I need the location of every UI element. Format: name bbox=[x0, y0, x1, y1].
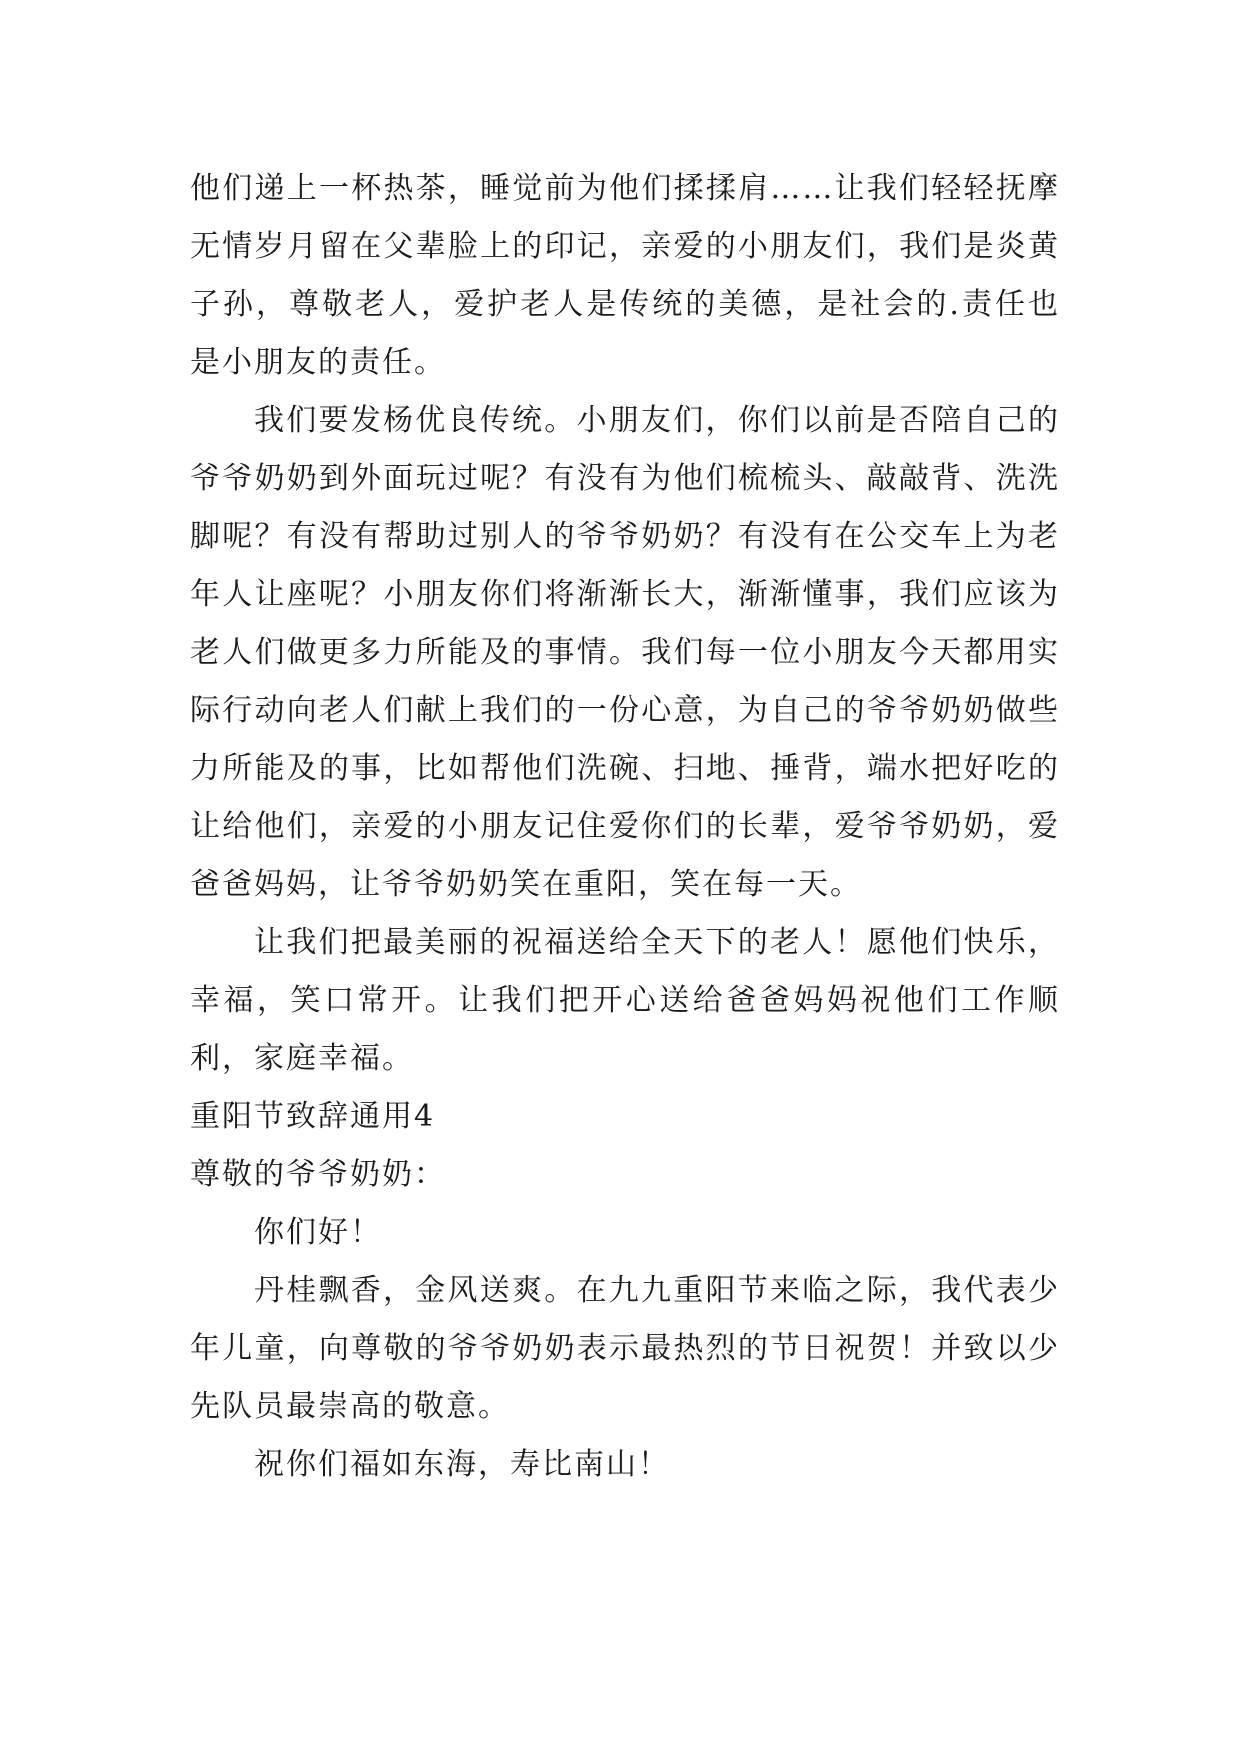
paragraph-blessing: 让我们把最美丽的祝福送给全天下的老人！愿他们快乐，幸福，笑口常开。让我们把开心送给爸爸妈妈祝他们工作顺利，家庭幸福。 bbox=[190, 925, 1060, 1076]
paragraph-festival-greeting: 丹桂飘香，金风送爽。在九九重阳节来临之际，我代表少年儿童，向尊敬的爷爷奶奶表示最热烈的节日祝贺！并致以少先队员最崇高的敬意。 bbox=[190, 1273, 1060, 1424]
salutation: 尊敬的爷爷奶奶： bbox=[190, 1157, 446, 1192]
paragraph-wish: 祝你们福如东海，寿比南山！ bbox=[254, 1447, 670, 1482]
greeting: 你们好！ bbox=[254, 1215, 382, 1250]
document-body bbox=[190, 160, 1060, 1494]
paragraph-continuation: 他们递上一杯热茶，睡觉前为他们揉揉肩……让我们轻轻抚摩无情岁月留在父辈脸上的印记，亲爱的小朋友们，我们是炎黄子孙，尊敬老人，爱护老人是传统的美德，是社会的.责任也是小朋友的责任。 bbox=[190, 171, 1060, 380]
section-title: 重阳节致辞通用4 bbox=[190, 1099, 436, 1134]
paragraph-tradition: 我们要发杨优良传统。小朋友们，你们以前是否陪自己的爷爷奶奶到外面玩过呢？有没有为他们梳梳头、敲敲背、洗洗脚呢？有没有帮助过别人的爷爷奶奶？有没有在公交车上为老年人让座呢？小朋友你们将渐渐长大，渐渐懂事，我们应该为老人们做更多力所能及的事情。我们每一位小朋友今天都用实际行动向老人们献上我们的一份心意，为自己的爷爷奶奶做些力所能及的事，比如帮他们洗碗、扫地、捶背，端水把好吃的让给他们，亲爱的小朋友记住爱你们的长辈，爱爷爷奶奶，爱爸爸妈妈，让爷爷奶奶笑在重阳，笑在每一天。 bbox=[190, 403, 1060, 902]
